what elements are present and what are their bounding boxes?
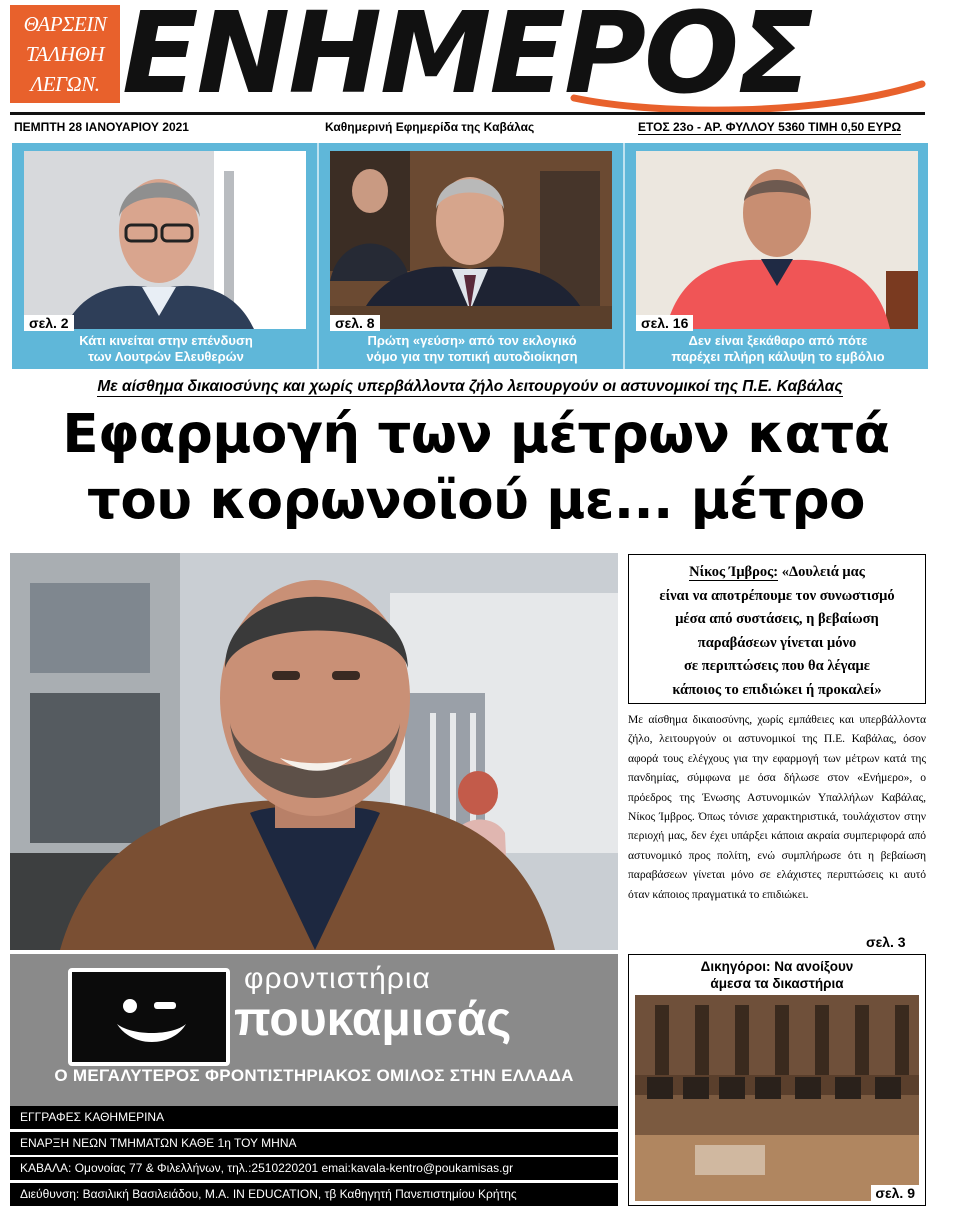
quote-line: κάποιος το επιδιώκει ή προκαλεί» bbox=[672, 681, 882, 698]
motto-line: ΤΑΛΗΘΗ bbox=[25, 42, 105, 66]
page-reference: σελ. 9 bbox=[871, 1185, 919, 1201]
main-story-photo bbox=[10, 553, 618, 950]
headline-line: του κορωνοϊού με... μέτρο bbox=[87, 470, 865, 531]
story-kicker bbox=[12, 378, 928, 396]
ad-info-line: ΕΝΑΡΞΗ ΝΕΩΝ ΤΜΗΜΑΤΩΝ ΚΑΘΕ 1η ΤΟΥ ΜΗΝΑ bbox=[10, 1132, 618, 1155]
wink-logo-icon bbox=[68, 968, 230, 1066]
issue-date: ΠΕΜΠΤΗ 28 ΙΑΝΟΥΑΡΙΟΥ 2021 bbox=[14, 120, 189, 134]
teaser-photo bbox=[330, 151, 612, 329]
issue-number: ΕΤΟΣ 23ο - ΑΡ. ΦΥΛΛΟΥ 5360 ΤΙΜΗ 0,50 ΕΥΡΩ bbox=[638, 120, 902, 134]
page-reference[interactable]: σελ. 3 bbox=[866, 934, 906, 950]
teaser-strip bbox=[12, 143, 928, 369]
title-line: άμεσα τα δικαστήρια bbox=[710, 976, 844, 991]
advertisement[interactable] bbox=[10, 954, 618, 1106]
main-headline[interactable] bbox=[6, 402, 946, 534]
newspaper-title: ΕΝΗΜΕΡΟΣ bbox=[122, 0, 812, 110]
quote-author: Νίκος Ίμβρος: bbox=[689, 564, 779, 580]
ad-brand-line: φροντιστήρια bbox=[244, 962, 431, 995]
kicker-text: Με αίσθημα δικαιοσύνης και χωρίς υπερβάλλοντα ζήλο λειτουργούν οι αστυνομικοί της Π.Ε. Καβάλας bbox=[97, 378, 843, 395]
side-story[interactable] bbox=[628, 954, 926, 1206]
page-reference: σελ. 16 bbox=[636, 315, 693, 331]
teaser-caption bbox=[324, 333, 620, 365]
ad-contact-line: ΚΑΒΑΛΑ: Ομονοίας 77 & Φιλελλήνων, τηλ.:2510220201 emai:kavala-kentro@poukamisas.gr bbox=[10, 1157, 618, 1180]
ad-brand-name: πουκαμισάς bbox=[234, 993, 512, 1046]
title-line: Δικηγόροι: Να ανοίξουν bbox=[700, 959, 854, 974]
motto-line: ΛΕΓΩΝ. bbox=[30, 72, 100, 96]
pull-quote bbox=[628, 554, 926, 704]
teaser-story[interactable] bbox=[624, 143, 928, 369]
masthead-rule bbox=[10, 112, 925, 115]
courtroom-photo bbox=[635, 995, 919, 1201]
caption-line: νόμο για την τοπική αυτοδιοίκηση bbox=[366, 349, 578, 364]
quote-line: σε περιπτώσεις που θα λέγαμε bbox=[684, 658, 870, 674]
quote-line: είναι να αποτρέπουμε τον συνωστισμό bbox=[659, 587, 895, 604]
teaser-photo bbox=[24, 151, 306, 329]
page-reference: σελ. 2 bbox=[24, 315, 74, 331]
quote-line: «Δουλειά μας bbox=[781, 564, 865, 580]
article-body: Με αίσθημα δικαιοσύνης, χωρίς εμπάθειες και υπερβάλλοντα ζήλο, λειτουργούν οι αστυνομικοί της Π.Ε. Καβάλας, όσον αφορά τους ελέγχους για την εφαρμογή των μέτρων κατά της πανδημίας, σύμφωνα με όσα δήλωσε στον «Ενήμερο», ο πρόεδρος της Ένωσης Αστυνομικών Υπαλλήλων Καβάλας, Νίκος Ίμβρος. Όπως τόνισε χαρακτηριστικά, τουλάχιστον στην περιοχή μας, δεν έχει υπάρξει κάποια ακραία συμπεριφορά από αστυνομικό προς πολίτη, ενώ συμπλήρωσε ότι η βεβαίωση παραβάσεων γίνεται μόνο σε ελάχιστες περιπτώσεις κι αυτό όταν κάποιος πραγματικά το επιδιώκει. bbox=[628, 713, 926, 901]
caption-line: των Λουτρών Ελευθερών bbox=[88, 349, 244, 364]
headline-line: Εφαρμογή των μέτρων κατά bbox=[62, 404, 890, 465]
quote-line: μέσα από συστάσεις, η βεβαίωση bbox=[675, 611, 879, 627]
page-reference: σελ. 8 bbox=[330, 315, 380, 331]
teaser-story[interactable] bbox=[318, 143, 622, 369]
ad-director-line: Διεύθυνση: Βασιλική Βασιλειάδου, M.A. IN EDUCATION, τβ Καθηγητή Πανεπιστημίου Κρήτης bbox=[10, 1183, 618, 1206]
caption-line: παρέχει πλήρη κάλυψη το εμβόλιο bbox=[671, 349, 885, 364]
caption-line: Δεν είναι ξεκάθαρο από πότε bbox=[688, 333, 868, 348]
caption-line: Πρώτη «γεύση» από τον εκλογικό bbox=[367, 333, 577, 348]
ad-tagline: Ο ΜΕΓΑΛΥΤΕΡΟΣ ΦΡΟΝΤΙΣΤΗΡΙΑΚΟΣ ΟΜΙΛΟΣ ΣΤΗΝ ΕΛΛΑΔΑ bbox=[54, 1066, 574, 1085]
teaser-caption bbox=[18, 333, 314, 365]
paper-subtitle: Καθημερινή Εφημερίδα της Καβάλας bbox=[325, 120, 535, 134]
masthead-swoosh-icon bbox=[570, 78, 930, 114]
quote-line: παραβάσεων γίνεται μόνο bbox=[697, 634, 857, 651]
teaser-caption bbox=[630, 333, 926, 365]
motto-line: ΘΑΡΣΕΙΝ bbox=[23, 12, 107, 36]
ad-info-line: ΕΓΓΡΑΦΕΣ ΚΑΘΗΜΕΡΙΝΑ bbox=[10, 1106, 618, 1129]
side-story-title bbox=[629, 958, 925, 992]
caption-line: Κάτι κινείται στην επένδυση bbox=[79, 333, 253, 348]
teaser-photo bbox=[636, 151, 918, 329]
teaser-story[interactable] bbox=[12, 143, 316, 369]
masthead-motto bbox=[10, 5, 120, 103]
